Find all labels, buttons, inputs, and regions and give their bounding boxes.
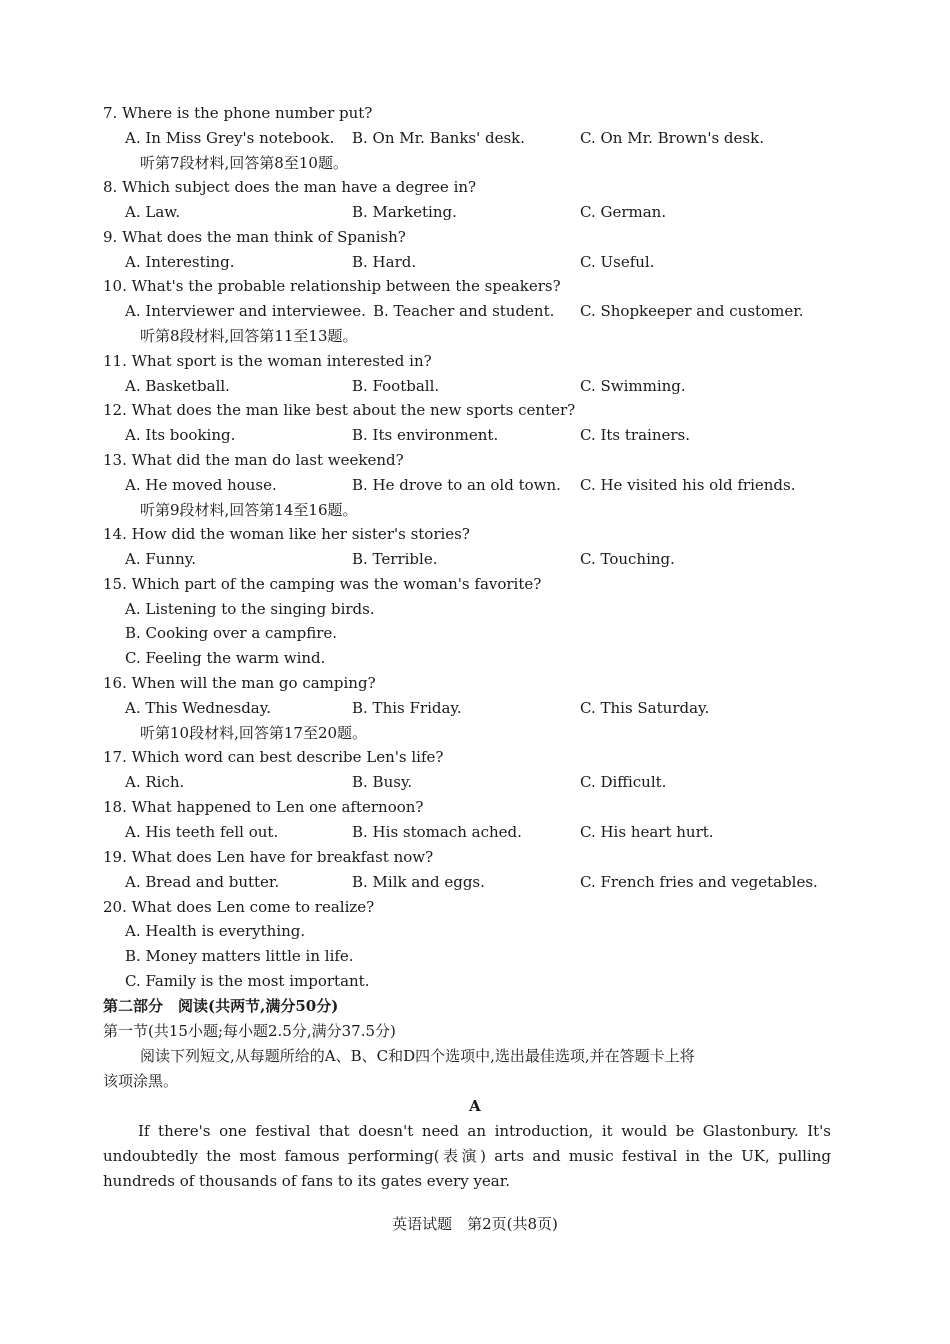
q20-option-c: C. Family is the most important. [125,972,370,990]
q18-option-b: B. His stomach ached. [352,823,522,841]
q7-option-c: C. On Mr. Brown's desk. [580,129,764,147]
question-10: 10. What's the probable relationship between the speakers? [103,277,561,295]
q11-option-a: A. Basketball. [125,377,230,395]
q10-option-c: C. Shopkeeper and customer. [580,302,804,320]
page-footer: 英语试题 第2页(共8页) [392,1215,558,1233]
reading-directions-line2: 该项涂黑。 [103,1072,179,1090]
q11-option-b: B. Football. [352,377,440,395]
question-7: 7. Where is the phone number put? [103,104,373,122]
q10-option-b: B. Teacher and student. [373,302,555,320]
passage-line2: undoubtedly the most famous performing(表演) arts and music festival in the UK, pulling [103,1147,831,1165]
question-19: 19. What does Len have for breakfast now? [103,848,434,866]
q14-option-b: B. Terrible. [352,550,438,568]
q12-option-c: C. Its trainers. [580,426,691,444]
q9-option-b: B. Hard. [352,253,417,271]
question-11: 11. What sport is the woman interested in? [103,352,432,370]
q14-option-a: A. Funny. [125,550,197,568]
q20-option-b: B. Money matters little in life. [125,947,354,965]
question-16: 16. When will the man go camping? [103,674,376,692]
passage-line1: If there's one festival that doesn't need an introduction, it would be Glastonbury. It's [138,1122,831,1140]
q16-option-b: B. This Friday. [352,699,462,717]
q9-option-c: C. Useful. [580,253,655,271]
q14-option-c: C. Touching. [580,550,675,568]
instruction-material-7: 听第7段材料,回答第8至10题。 [140,154,348,172]
q17-option-b: B. Busy. [352,773,413,791]
q17-option-c: C. Difficult. [580,773,667,791]
question-17: 17. Which word can best describe Len's life? [103,748,444,766]
question-18: 18. What happened to Len one afternoon? [103,798,424,816]
q20-option-a: A. Health is everything. [125,922,306,940]
section1-heading: 第一节(共15小题;每小题2.5分,满分37.5分) [103,1022,396,1040]
q7-option-a: A. In Miss Grey's notebook. [125,129,335,147]
question-13: 13. What did the man do last weekend? [103,451,404,469]
passage-label: A [469,1097,481,1115]
q15-option-a: A. Listening to the singing birds. [125,600,375,618]
passage-line3: hundreds of thousands of fans to its gates every year. [103,1172,511,1190]
q12-option-a: A. Its booking. [125,426,236,444]
q15-option-b: B. Cooking over a campfire. [125,624,338,642]
q13-option-a: A. He moved house. [125,476,277,494]
q19-option-c: C. French fries and vegetables. [580,873,818,891]
q15-option-c: C. Feeling the warm wind. [125,649,326,667]
question-14: 14. How did the woman like her sister's stories? [103,525,470,543]
question-20: 20. What does Len come to realize? [103,898,375,916]
q16-option-a: A. This Wednesday. [125,699,272,717]
q17-option-a: A. Rich. [125,773,185,791]
q8-option-c: C. German. [580,203,667,221]
question-9: 9. What does the man think of Spanish? [103,228,406,246]
instruction-material-10: 听第10段材料,回答第17至20题。 [140,724,368,742]
q7-option-b: B. On Mr. Banks' desk. [352,129,526,147]
q10-option-a: A. Interviewer and interviewee. [125,302,366,320]
question-15: 15. Which part of the camping was the woman's favorite? [103,575,542,593]
q19-option-a: A. Bread and butter. [125,873,280,891]
q18-option-c: C. His heart hurt. [580,823,714,841]
question-12: 12. What does the man like best about the new sports center? [103,401,576,419]
instruction-material-9: 听第9段材料,回答第14至16题。 [140,501,358,519]
q13-option-b: B. He drove to an old town. [352,476,561,494]
q12-option-b: B. Its environment. [352,426,499,444]
q13-option-c: C. He visited his old friends. [580,476,796,494]
q9-option-a: A. Interesting. [125,253,235,271]
q18-option-a: A. His teeth fell out. [125,823,279,841]
q8-option-b: B. Marketing. [352,203,457,221]
q19-option-b: B. Milk and eggs. [352,873,485,891]
instruction-material-8: 听第8段材料,回答第11至13题。 [140,327,358,345]
reading-directions-line1: 阅读下列短文,从每题所给的A、B、C和D四个选项中,选出最佳选项,并在答题卡上将 [140,1047,695,1065]
q11-option-c: C. Swimming. [580,377,686,395]
question-8: 8. Which subject does the man have a degree in? [103,178,477,196]
q16-option-c: C. This Saturday. [580,699,710,717]
q8-option-a: A. Law. [125,203,181,221]
part2-title: 第二部分 阅读(共两节,满分50分) [103,997,339,1015]
